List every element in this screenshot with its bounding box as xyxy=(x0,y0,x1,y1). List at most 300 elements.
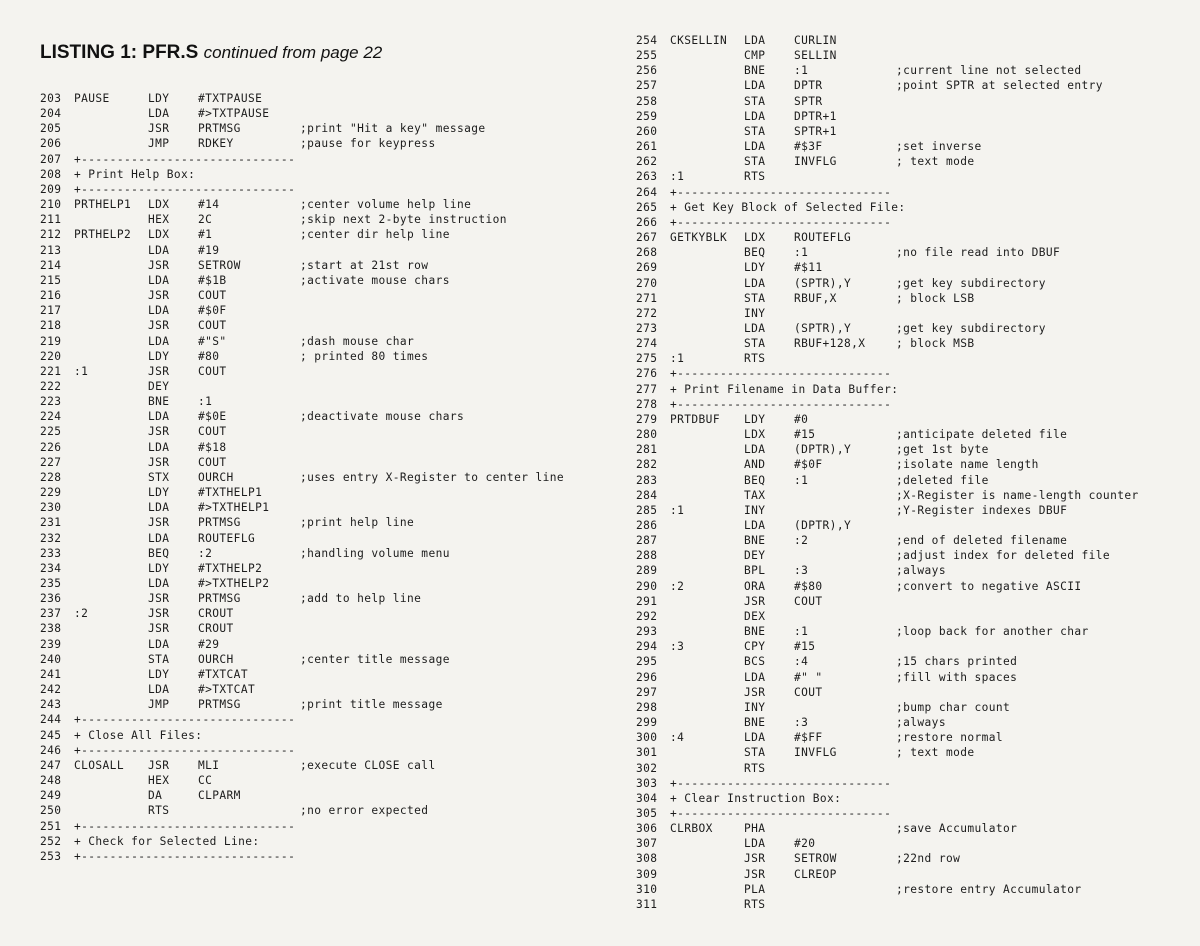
line-number: 268 xyxy=(636,246,658,260)
section-comment: +------------------------------ xyxy=(670,776,892,790)
opcode: JSR xyxy=(744,867,766,881)
opcode: JSR xyxy=(148,425,170,439)
operand: #1 xyxy=(198,228,213,242)
line-number: 279 xyxy=(636,412,658,426)
opcode: DEY xyxy=(148,379,170,393)
code-label: GETKYBLK xyxy=(670,231,728,245)
line-number: 223 xyxy=(40,395,62,409)
line-number: 281 xyxy=(636,443,658,457)
line-number: 274 xyxy=(636,337,658,351)
code-label: :1 xyxy=(74,364,89,378)
line-number: 237 xyxy=(40,607,62,621)
line-number: 295 xyxy=(636,655,658,669)
line-number: 298 xyxy=(636,700,658,714)
section-comment: +------------------------------ xyxy=(670,367,892,381)
line-number: 258 xyxy=(636,94,658,108)
line-number: 203 xyxy=(40,92,62,105)
opcode: JSR xyxy=(148,258,170,272)
line-number: 222 xyxy=(40,379,62,393)
operand: SELLIN xyxy=(794,49,837,63)
opcode: JMP xyxy=(148,698,170,712)
operand: SETROW xyxy=(794,852,837,866)
opcode: HEX xyxy=(148,213,170,227)
operand: #80 xyxy=(198,349,220,363)
operand: (SPTR),Y xyxy=(794,321,852,335)
code-comment: ;get 1st byte xyxy=(896,443,989,457)
code-comment: ; printed 80 times xyxy=(300,349,429,363)
code-comment: ;end of deleted filename xyxy=(896,534,1068,548)
code-comment: ;X-Register is name-length counter xyxy=(896,488,1139,502)
opcode: JSR xyxy=(148,364,170,378)
code-comment: ;activate mouse chars xyxy=(300,273,450,287)
line-number: 301 xyxy=(636,746,658,760)
code-comment: ;execute CLOSE call xyxy=(300,758,436,772)
opcode: JSR xyxy=(148,607,170,621)
code-comment: ;print title message xyxy=(300,698,443,712)
opcode: LDY xyxy=(744,261,766,275)
operand: ROUTEFLG xyxy=(794,231,852,245)
operand: OURCH xyxy=(198,470,234,484)
opcode: RTS xyxy=(744,170,766,184)
opcode: LDA xyxy=(148,273,170,287)
opcode: LDA xyxy=(148,243,170,257)
code-comment: ;anticipate deleted file xyxy=(896,428,1068,442)
line-number: 305 xyxy=(636,806,658,820)
opcode: LDA xyxy=(148,304,170,318)
line-number: 284 xyxy=(636,488,658,502)
line-number: 262 xyxy=(636,155,658,169)
opcode: LDX xyxy=(744,231,766,245)
operand: ROUTEFLG xyxy=(198,531,256,545)
opcode: BEQ xyxy=(744,246,766,260)
line-number: 261 xyxy=(636,140,658,154)
line-number: 206 xyxy=(40,137,62,151)
opcode: RTS xyxy=(744,897,766,911)
operand: #$18 xyxy=(198,440,227,454)
line-number: 209 xyxy=(40,182,62,196)
opcode: JSR xyxy=(148,758,170,772)
opcode: LDA xyxy=(148,531,170,545)
section-comment: +------------------------------ xyxy=(74,713,296,727)
opcode: LDA xyxy=(744,731,766,745)
code-comment: ;adjust index for deleted file xyxy=(896,549,1111,563)
code-comment: ;point SPTR at selected entry xyxy=(896,79,1103,93)
code-comment: ;Y-Register indexes DBUF xyxy=(896,503,1068,517)
opcode: LDA xyxy=(148,410,170,424)
line-number: 289 xyxy=(636,564,658,578)
code-comment: ;get key subdirectory xyxy=(896,321,1046,335)
operand: #15 xyxy=(794,428,816,442)
operand: #$FF xyxy=(794,731,823,745)
opcode: RTS xyxy=(744,761,766,775)
line-number: 290 xyxy=(636,579,658,593)
code-comment: ;center volume help line xyxy=(300,198,472,212)
line-number: 294 xyxy=(636,640,658,654)
code-comment: ;restore normal xyxy=(896,731,1004,745)
line-number: 238 xyxy=(40,622,62,636)
operand: INVFLG xyxy=(794,155,837,169)
opcode: LDA xyxy=(744,321,766,335)
section-comment: + Close All Files: xyxy=(74,728,203,742)
operand: CROUT xyxy=(198,607,234,621)
line-number: 303 xyxy=(636,776,658,790)
opcode: LDX xyxy=(744,428,766,442)
line-number: 244 xyxy=(40,713,62,727)
opcode: STA xyxy=(744,94,766,108)
line-number: 251 xyxy=(40,819,62,833)
line-number: 214 xyxy=(40,258,62,272)
line-number: 254 xyxy=(636,34,658,47)
code-label: PRTDBUF xyxy=(670,412,720,426)
opcode: JSR xyxy=(148,122,170,136)
opcode: LDY xyxy=(148,561,170,575)
operand: :4 xyxy=(794,655,809,669)
line-number: 257 xyxy=(636,79,658,93)
code-comment: ;convert to negative ASCII xyxy=(896,579,1082,593)
opcode: JSR xyxy=(148,622,170,636)
code-label: CLOSALL xyxy=(74,758,124,772)
operand: #14 xyxy=(198,198,220,212)
line-number: 221 xyxy=(40,364,62,378)
line-number: 204 xyxy=(40,107,62,121)
code-label: CLRBOX xyxy=(670,822,713,836)
opcode: DEY xyxy=(744,549,766,563)
code-comment: ;always xyxy=(896,716,946,730)
operand: :1 xyxy=(794,473,809,487)
opcode: CMP xyxy=(744,49,766,63)
opcode: JSR xyxy=(744,685,766,699)
line-number: 282 xyxy=(636,458,658,472)
opcode: LDA xyxy=(744,140,766,154)
code-comment: ;no error expected xyxy=(300,804,429,818)
code-label: :2 xyxy=(670,579,685,593)
opcode: LDA xyxy=(744,276,766,290)
code-comment: ; block MSB xyxy=(896,337,975,351)
opcode: LDY xyxy=(148,667,170,681)
line-number: 243 xyxy=(40,698,62,712)
opcode: BNE xyxy=(744,64,766,78)
opcode: INY xyxy=(744,503,766,517)
line-number: 306 xyxy=(636,822,658,836)
opcode: ORA xyxy=(744,579,766,593)
section-comment: +------------------------------ xyxy=(74,819,296,833)
opcode: JSR xyxy=(744,594,766,608)
code-label: CKSELLIN xyxy=(670,34,728,47)
listing-title: LISTING 1: PFR.S xyxy=(40,42,199,63)
code-label: PRTHELP1 xyxy=(74,198,132,212)
opcode: BEQ xyxy=(148,546,170,560)
line-number: 266 xyxy=(636,215,658,229)
code-comment: ;always xyxy=(896,564,946,578)
code-label: :1 xyxy=(670,352,685,366)
line-number: 225 xyxy=(40,425,62,439)
section-comment: +------------------------------ xyxy=(670,397,892,411)
line-number: 292 xyxy=(636,609,658,623)
operand: #29 xyxy=(198,637,220,651)
line-number: 217 xyxy=(40,304,62,318)
opcode: LDA xyxy=(744,79,766,93)
line-number: 233 xyxy=(40,546,62,560)
line-number: 220 xyxy=(40,349,62,363)
operand: COUT xyxy=(198,455,227,469)
line-number: 241 xyxy=(40,667,62,681)
line-number: 276 xyxy=(636,367,658,381)
line-number: 275 xyxy=(636,352,658,366)
operand: PRTMSG xyxy=(198,122,241,136)
operand: #TXTHELP2 xyxy=(198,561,263,575)
code-comment: ;set inverse xyxy=(896,140,982,154)
operand: COUT xyxy=(198,289,227,303)
line-number: 307 xyxy=(636,837,658,851)
line-number: 283 xyxy=(636,473,658,487)
opcode: BCS xyxy=(744,655,766,669)
operand: DPTR+1 xyxy=(794,109,837,123)
opcode: INY xyxy=(744,306,766,320)
operand: #$0E xyxy=(198,410,227,424)
line-number: 260 xyxy=(636,124,658,138)
code-label: :1 xyxy=(670,170,685,184)
opcode: CPY xyxy=(744,640,766,654)
line-number: 267 xyxy=(636,231,658,245)
opcode: LDA xyxy=(744,837,766,851)
operand: #$11 xyxy=(794,261,823,275)
code-label: :3 xyxy=(670,640,685,654)
line-number: 302 xyxy=(636,761,658,775)
operand: #0 xyxy=(794,412,809,426)
code-comment: ;get key subdirectory xyxy=(896,276,1046,290)
opcode: STA xyxy=(744,291,766,305)
operand: #TXTCAT xyxy=(198,667,248,681)
code-comment: ;restore entry Accumulator xyxy=(896,882,1082,896)
opcode: STA xyxy=(744,124,766,138)
operand: (SPTR),Y xyxy=(794,276,852,290)
opcode: STA xyxy=(744,746,766,760)
line-number: 249 xyxy=(40,789,62,803)
line-number: 271 xyxy=(636,291,658,305)
line-number: 245 xyxy=(40,728,62,742)
line-number: 240 xyxy=(40,652,62,666)
operand: :1 xyxy=(794,246,809,260)
line-number: 280 xyxy=(636,428,658,442)
line-number: 264 xyxy=(636,185,658,199)
opcode: BEQ xyxy=(744,473,766,487)
section-comment: + Get Key Block of Selected File: xyxy=(670,200,906,214)
operand: #TXTPAUSE xyxy=(198,92,263,105)
line-number: 215 xyxy=(40,273,62,287)
operand: (DPTR),Y xyxy=(794,443,852,457)
line-number: 205 xyxy=(40,122,62,136)
code-label: :2 xyxy=(74,607,89,621)
operand: CURLIN xyxy=(794,34,837,47)
line-number: 250 xyxy=(40,804,62,818)
operand: #$3F xyxy=(794,140,823,154)
code-comment: ;center dir help line xyxy=(300,228,450,242)
operand: RBUF+128,X xyxy=(794,337,866,351)
opcode: STX xyxy=(148,470,170,484)
operand: DPTR xyxy=(794,79,823,93)
line-number: 270 xyxy=(636,276,658,290)
operand: CLPARM xyxy=(198,789,241,803)
line-number: 208 xyxy=(40,167,62,181)
opcode: DA xyxy=(148,789,163,803)
operand: #19 xyxy=(198,243,220,257)
opcode: LDA xyxy=(744,670,766,684)
operand: PRTMSG xyxy=(198,516,241,530)
code-comment: ;center title message xyxy=(300,652,450,666)
line-number: 273 xyxy=(636,321,658,335)
line-number: 212 xyxy=(40,228,62,242)
code-comment: ;no file read into DBUF xyxy=(896,246,1061,260)
opcode: RTS xyxy=(148,804,170,818)
line-number: 229 xyxy=(40,486,62,500)
operand: :1 xyxy=(794,625,809,639)
opcode: DEX xyxy=(744,609,766,623)
code-label: :1 xyxy=(670,503,685,517)
code-comment: ;save Accumulator xyxy=(896,822,1018,836)
operand: CROUT xyxy=(198,622,234,636)
line-number: 227 xyxy=(40,455,62,469)
code-comment: ;skip next 2-byte instruction xyxy=(300,213,507,227)
code-comment: ;deleted file xyxy=(896,473,989,487)
line-number: 310 xyxy=(636,882,658,896)
line-number: 277 xyxy=(636,382,658,396)
section-comment: +------------------------------ xyxy=(74,849,296,863)
line-number: 300 xyxy=(636,731,658,745)
section-comment: + Print Help Box: xyxy=(74,167,196,181)
operand: #>TXTHELP2 xyxy=(198,577,270,590)
opcode: LDA xyxy=(744,519,766,532)
opcode: JSR xyxy=(148,289,170,303)
operand: #$1B xyxy=(198,273,227,287)
section-comment: +------------------------------ xyxy=(670,806,892,820)
section-comment: +------------------------------ xyxy=(670,185,892,199)
line-number: 231 xyxy=(40,516,62,530)
opcode: BPL xyxy=(744,564,766,578)
line-number: 263 xyxy=(636,170,658,184)
opcode: JSR xyxy=(148,592,170,606)
opcode: HEX xyxy=(148,774,170,788)
opcode: LDY xyxy=(744,412,766,426)
operand: #>TXTPAUSE xyxy=(198,107,270,121)
opcode: TAX xyxy=(744,488,766,502)
line-number: 246 xyxy=(40,743,62,757)
line-number: 242 xyxy=(40,683,62,697)
line-number: 256 xyxy=(636,64,658,78)
operand: COUT xyxy=(794,685,823,699)
operand: COUT xyxy=(198,364,227,378)
operand: MLI xyxy=(198,758,220,772)
line-number: 207 xyxy=(40,152,62,166)
line-number: 213 xyxy=(40,243,62,257)
code-label: :4 xyxy=(670,731,685,745)
operand: #$0F xyxy=(198,304,227,318)
code-label: PAUSE xyxy=(74,92,110,105)
line-number: 230 xyxy=(40,501,62,515)
line-number: 235 xyxy=(40,577,62,590)
line-number: 252 xyxy=(40,834,62,848)
operand: SPTR xyxy=(794,94,823,108)
code-comment: ;deactivate mouse chars xyxy=(300,410,465,424)
operand: SPTR+1 xyxy=(794,124,837,138)
line-number: 253 xyxy=(40,849,62,863)
opcode: LDA xyxy=(148,501,170,515)
operand: CLREOP xyxy=(794,867,837,881)
operand: :2 xyxy=(794,534,809,548)
line-number: 247 xyxy=(40,758,62,772)
opcode: LDA xyxy=(148,440,170,454)
code-comment: ;dash mouse char xyxy=(300,334,415,348)
operand: (DPTR),Y xyxy=(794,519,852,532)
opcode: LDA xyxy=(148,107,170,121)
line-number: 296 xyxy=(636,670,658,684)
code-comment: ; text mode xyxy=(896,155,975,169)
code-comment: ;fill with spaces xyxy=(896,670,1018,684)
operand: RBUF,X xyxy=(794,291,837,305)
line-number: 286 xyxy=(636,519,658,532)
code-comment: ;print "Hit a key" message xyxy=(300,122,486,136)
line-number: 288 xyxy=(636,549,658,563)
line-number: 255 xyxy=(636,49,658,63)
line-number: 278 xyxy=(636,397,658,411)
opcode: JSR xyxy=(148,319,170,333)
line-number: 304 xyxy=(636,791,658,805)
line-number: 269 xyxy=(636,261,658,275)
line-number: 216 xyxy=(40,289,62,303)
opcode: BNE xyxy=(148,395,170,409)
line-number: 259 xyxy=(636,109,658,123)
line-number: 226 xyxy=(40,440,62,454)
line-number: 210 xyxy=(40,198,62,212)
section-comment: +------------------------------ xyxy=(670,215,892,229)
line-number: 311 xyxy=(636,897,658,911)
opcode: LDA xyxy=(744,109,766,123)
opcode: BNE xyxy=(744,625,766,639)
line-number: 287 xyxy=(636,534,658,548)
code-comment: ;15 chars printed xyxy=(896,655,1018,669)
opcode: STA xyxy=(744,155,766,169)
operand: PRTMSG xyxy=(198,592,241,606)
line-number: 308 xyxy=(636,852,658,866)
code-label: PRTHELP2 xyxy=(74,228,132,242)
code-comment: ;handling volume menu xyxy=(300,546,450,560)
operand: COUT xyxy=(198,425,227,439)
opcode: BNE xyxy=(744,716,766,730)
line-number: 285 xyxy=(636,503,658,517)
code-comment: ;print help line xyxy=(300,516,415,530)
opcode: RTS xyxy=(744,352,766,366)
section-comment: + Clear Instruction Box: xyxy=(670,791,842,805)
opcode: JMP xyxy=(148,137,170,151)
line-number: 297 xyxy=(636,685,658,699)
code-comment: ;pause for keypress xyxy=(300,137,436,151)
line-number: 248 xyxy=(40,774,62,788)
operand: #>TXTCAT xyxy=(198,683,256,697)
line-number: 211 xyxy=(40,213,62,227)
line-number: 219 xyxy=(40,334,62,348)
code-comment: ;current line not selected xyxy=(896,64,1082,78)
operand: #20 xyxy=(794,837,816,851)
code-comment: ;add to help line xyxy=(300,592,422,606)
operand: SETROW xyxy=(198,258,241,272)
line-number: 239 xyxy=(40,637,62,651)
operand: PRTMSG xyxy=(198,698,241,712)
line-number: 224 xyxy=(40,410,62,424)
line-number: 236 xyxy=(40,592,62,606)
listing-heading xyxy=(40,42,382,64)
line-number: 293 xyxy=(636,625,658,639)
opcode: LDA xyxy=(148,637,170,651)
section-comment: + Print Filename in Data Buffer: xyxy=(670,382,899,396)
